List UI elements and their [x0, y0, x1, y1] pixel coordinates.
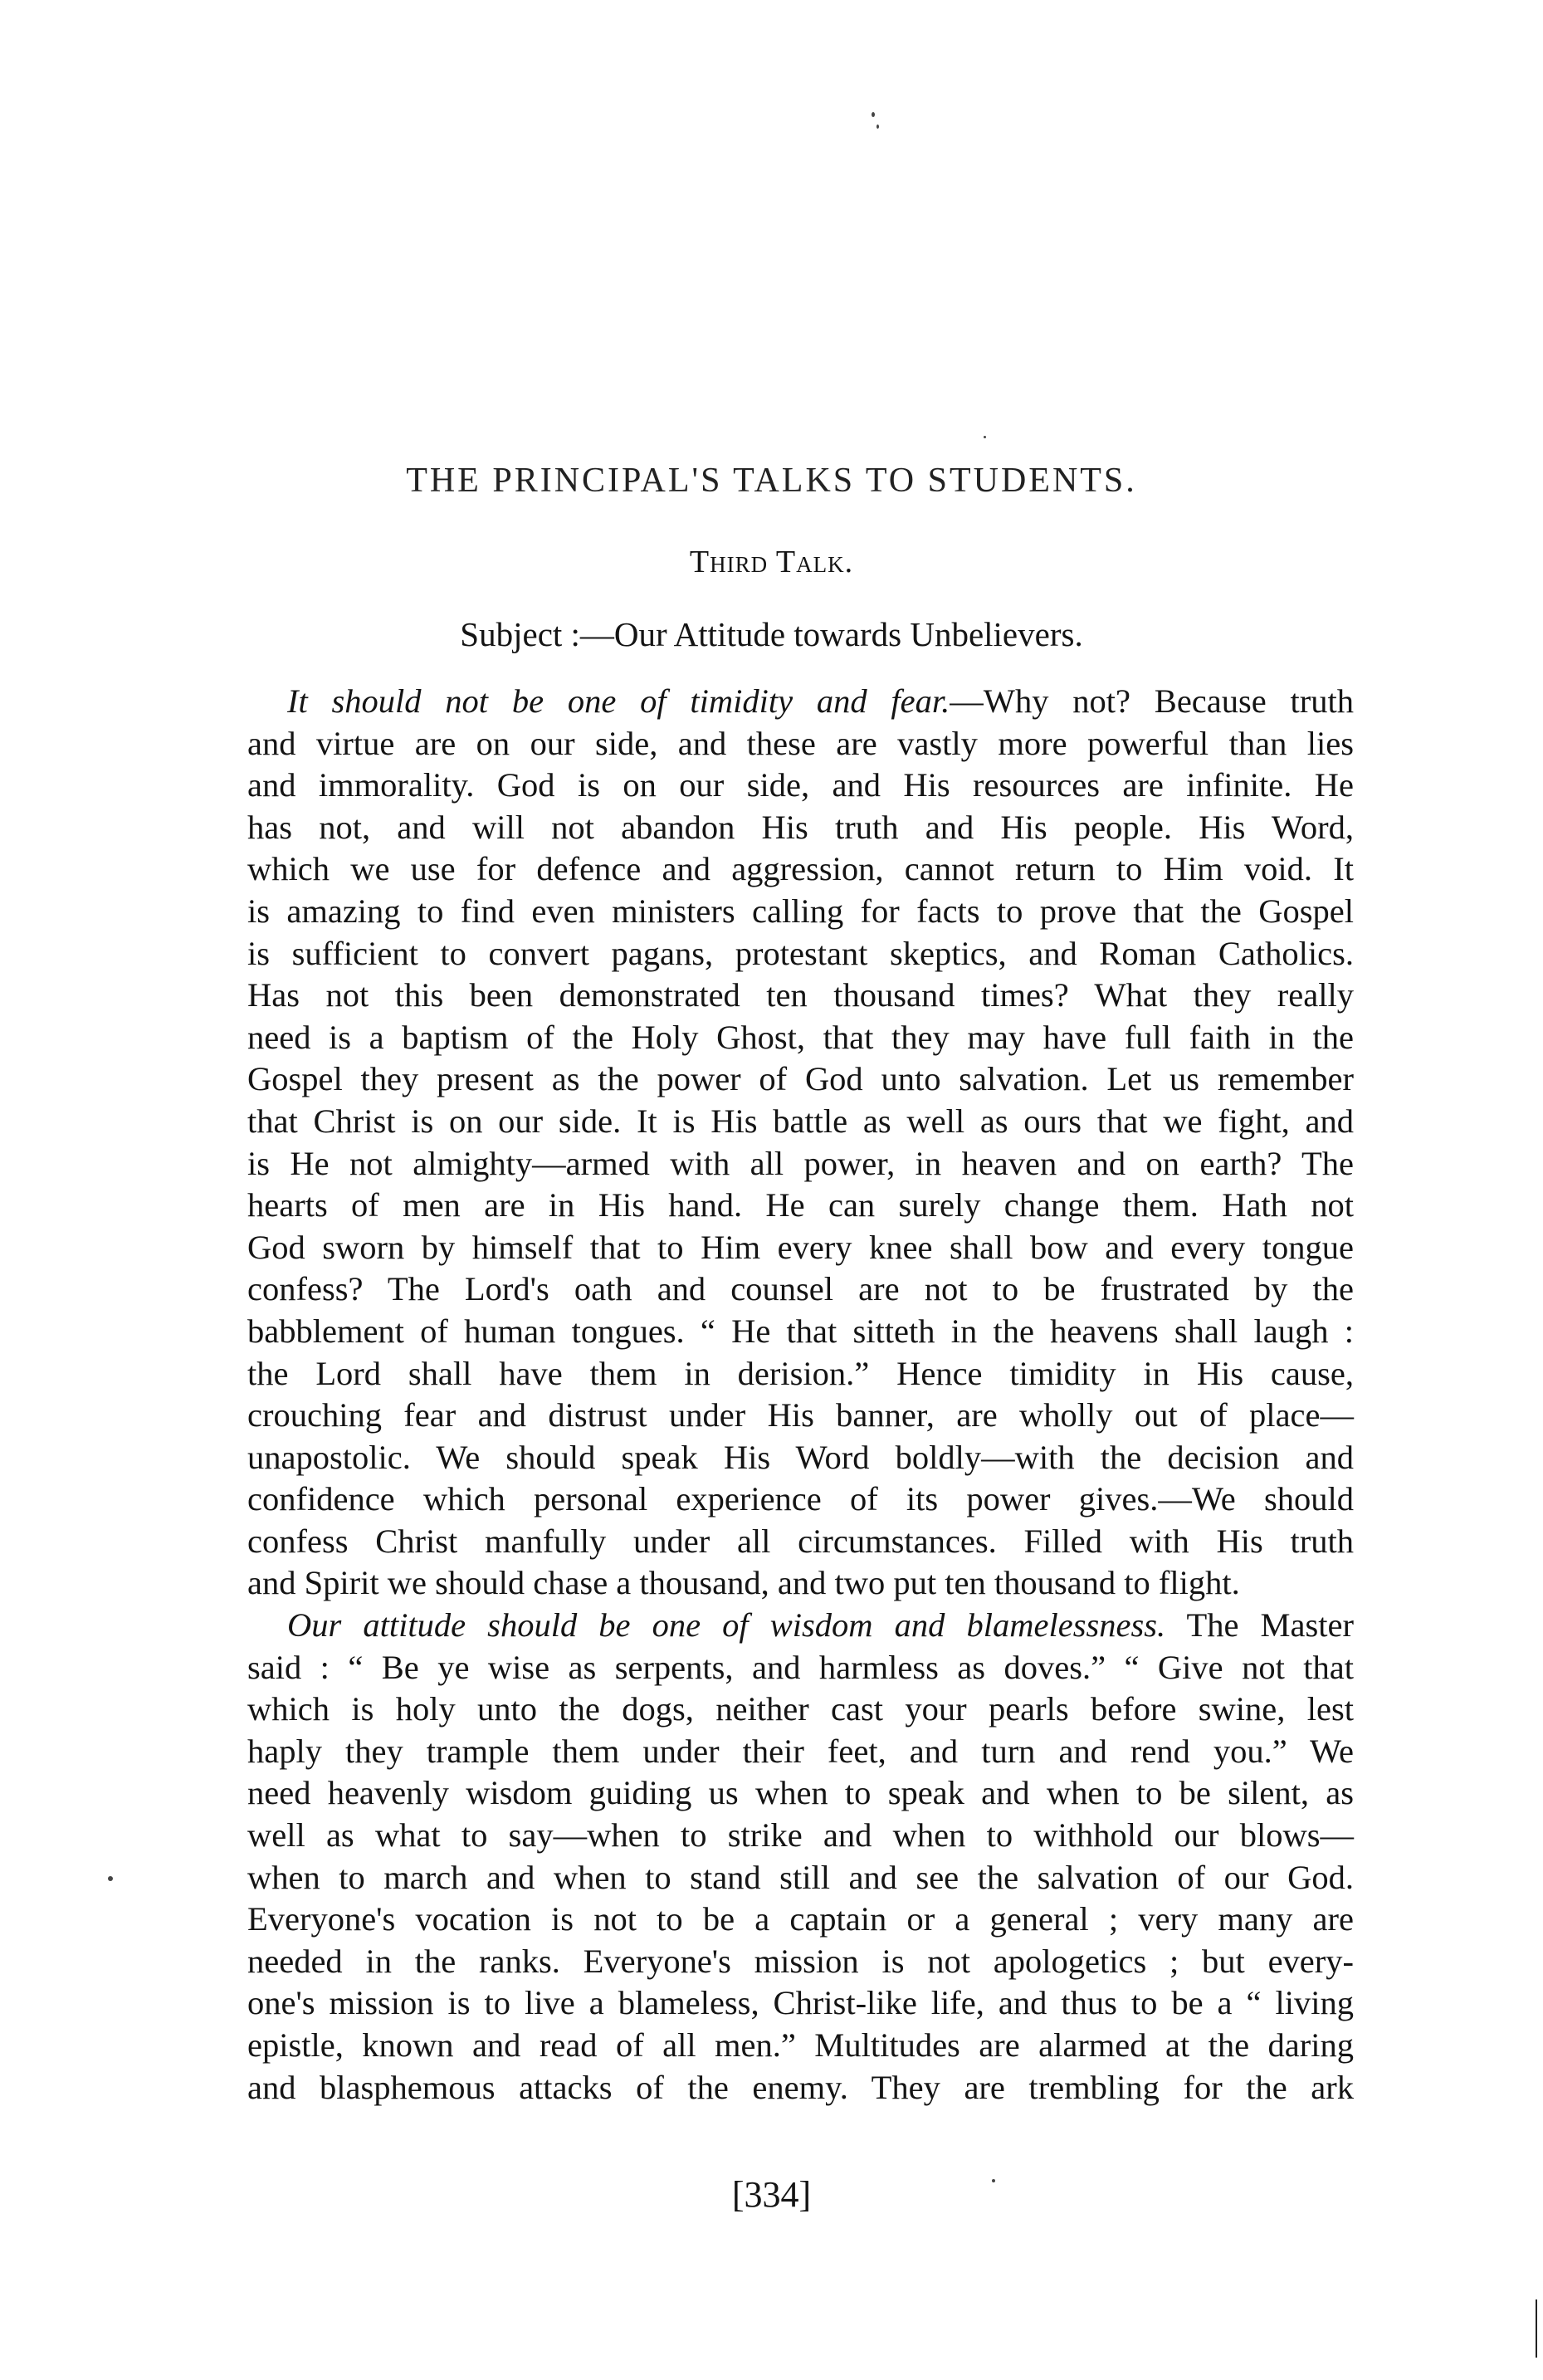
paragraph-line: Gospel they present as the power of God unto salvation. Let us remember [247, 1060, 1354, 1098]
paragraph-line: confess? The Lord's oath and counsel are not to be frustrated by the [247, 1270, 1354, 1308]
paragraph-line: that Christ is on our side. It is His battle as well as ours that we fight, and [247, 1102, 1354, 1140]
paragraph-line: hearts of men are in His hand. He can surely change them. Hath not [247, 1186, 1354, 1224]
ink-speck [876, 125, 879, 129]
page-number: [334] [731, 2174, 812, 2215]
line-text: The Master [1165, 1606, 1354, 1644]
running-title: THE PRINCIPAL'S TALKS TO STUDENTS. [406, 462, 1137, 500]
paragraph-line: Everyone's vocation is not to be a captain or a general ; very many are [247, 1900, 1354, 1938]
paragraph-line: when to march and when to stand still and see the salvation of our God. [247, 1858, 1354, 1896]
scan-edge-mark [1536, 2299, 1537, 2358]
paragraph-line: and virtue are on our side, and these are vastly more powerful than lies [247, 724, 1354, 762]
body-text [247, 681, 1354, 2109]
paragraph-line: Has not this been demonstrated ten thousand times? What they really [247, 976, 1354, 1014]
paragraph-line: babblement of human tongues. “ He that sitteth in the heavens shall laugh : [247, 1312, 1354, 1350]
paragraph-line: has not, and will not abandon His truth and His people. His Word, [247, 808, 1354, 846]
subject-line: Subject :—Our Attitude towards Unbelievers. [460, 615, 1083, 653]
paragraph-line: and Spirit we should chase a thousand, and two put ten thousand to flight. [247, 1564, 1240, 1602]
ink-speck [872, 112, 875, 117]
paragraph-line: haply they trample them under their feet, and turn and rend you.” We [247, 1732, 1354, 1770]
paragraph-line: God sworn by himself that to Him every knee shall bow and every tongue [247, 1228, 1354, 1266]
paragraph-line: needed in the ranks. Everyone's mission is not apologetics ; but every- [247, 1942, 1354, 1980]
paragraph-line: and blasphemous attacks of the enemy. They are trembling for the ark [247, 2068, 1354, 2106]
line-text: —Why not? Because truth [950, 682, 1355, 720]
paragraph-lead: It should not be one of timidity and fear. [287, 682, 950, 720]
paragraph-line: confidence which personal experience of its power gives.—We should [247, 1480, 1354, 1518]
ink-speck [984, 436, 986, 438]
paragraph-line: and immorality. God is on our side, and His resources are infinite. He [247, 766, 1354, 804]
paragraph-line: crouching fear and distrust under His banner, are wholly out of place— [247, 1396, 1354, 1434]
paragraph-line: the Lord shall have them in derision.” Hence timidity in His cause, [247, 1354, 1354, 1392]
paragraph-line: confess Christ manfully under all circumstances. Filled with His truth [247, 1522, 1354, 1560]
talk-heading: Third Talk. [689, 545, 854, 579]
paragraph-line: well as what to say—when to strike and when to withhold our blows— [247, 1816, 1354, 1855]
paragraph-line: which is holy unto the dogs, neither cast your pearls before swine, lest [247, 1690, 1354, 1728]
paragraph-line: unapostolic. We should speak His Word boldly—with the decision and [247, 1438, 1354, 1476]
paragraph-line: is He not almighty—armed with all power, in heaven and on earth? The [247, 1144, 1354, 1182]
ink-speck [108, 1876, 113, 1881]
paragraph-line: need is a baptism of the Holy Ghost, that they may have full faith in the [247, 1018, 1354, 1056]
paragraph-line [247, 1605, 1354, 1647]
paragraph-lead: Our attitude should be one of wisdom and blamelessness. [287, 1606, 1166, 1644]
paragraph-line: is amazing to find even ministers calling for facts to prove that the Gospel [247, 892, 1354, 930]
paragraph-line: is sufficient to convert pagans, protestant skeptics, and Roman Catholics. [247, 934, 1354, 972]
paragraph-line: said : “ Be ye wise as serpents, and harmless as doves.” “ Give not that [247, 1648, 1354, 1686]
paragraph-line: epistle, known and read of all men.” Multitudes are alarmed at the daring [247, 2026, 1354, 2064]
paragraph-line: one's mission is to live a blameless, Christ-like life, and thus to be a “ living [247, 1984, 1354, 2022]
paragraph-line: which we use for defence and aggression, cannot return to Him void. It [247, 850, 1354, 888]
paragraph-line [247, 681, 1354, 723]
paragraph-line: need heavenly wisdom guiding us when to speak and when to be silent, as [247, 1774, 1354, 1812]
